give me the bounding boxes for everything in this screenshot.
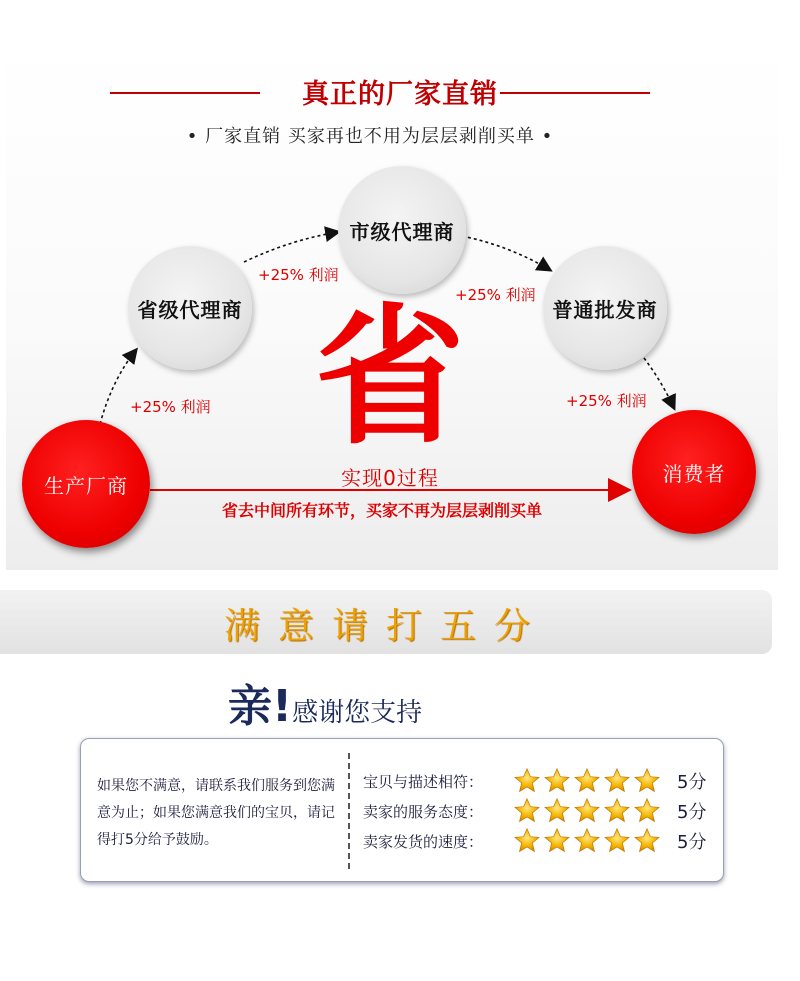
star-icon [633,827,661,855]
thanks-small: 感谢您支持 [292,698,423,728]
star-icon [573,767,601,795]
star-icon [603,767,631,795]
thanks-big: 亲! [228,681,293,732]
star-icon [513,767,541,795]
star-icon [543,827,571,855]
arrow-wholesaler-to-consumer [644,358,674,408]
star-icon [573,827,601,855]
node-consumer [632,410,756,534]
profit-label-1: +25% 利润 [258,266,339,284]
node-manufacturer-label: 生产厂商 [44,473,128,498]
star-group [513,767,673,795]
star-icon [633,797,661,825]
rating-label: 宝贝与描述相符： [363,772,484,791]
rating-score: 5分 [677,802,707,823]
star-icon [543,767,571,795]
node-wholesaler-label: 普通批发商 [552,297,658,322]
node-wholesaler [543,246,667,370]
rating-request-note: 如果您不满意，请联系我们服务到您满意为止；如果您满意我们的宝贝，请记得打5分给予鼓励。 [97,778,335,848]
rating-row-shipping [363,827,713,855]
save-headline: 省 [314,289,465,465]
node-city-label: 市级代理商 [349,219,455,244]
rating-row-service [363,797,713,825]
star-group [513,797,673,825]
page-title: 真正的厂家直销 [302,79,498,110]
node-manufacturer [22,420,150,548]
rating-card [80,738,724,882]
star-icon [513,827,541,855]
rating-label: 卖家发货的速度： [363,832,484,851]
rating-banner-text: 满意请打五分 [223,606,548,647]
star-icon [543,797,571,825]
thanks-heading [228,670,422,734]
arrow-city-to-wholesaler [462,236,550,270]
star-icon [603,797,631,825]
arrow-provincial-to-city [244,232,338,262]
profit-label-2: +25% 利润 [455,286,536,304]
card-divider [348,753,350,869]
node-provincial [128,246,252,370]
star-group [513,827,673,855]
star-icon [573,797,601,825]
rating-score: 5分 [677,832,707,853]
node-city [338,166,466,294]
profit-label-4: +25% 利润 [566,392,647,410]
star-icon [513,797,541,825]
star-icon [633,767,661,795]
rating-score: 5分 [677,772,707,793]
rating-label: 卖家的服务态度： [363,802,484,821]
node-provincial-label: 省级代理商 [137,297,243,322]
process-label: 实现0过程 [341,466,439,490]
node-consumer-label: 消费者 [662,461,726,486]
star-icon [603,827,631,855]
page-subtitle: • 厂家直销 买家再也不用为层层剥削买单 • [186,126,554,147]
direct-sale-slogan: 省去中间所有环节，买家不再为层层剥削买单 [221,501,542,520]
rating-row-description [363,767,713,795]
profit-label-3: +25% 利润 [130,398,211,416]
